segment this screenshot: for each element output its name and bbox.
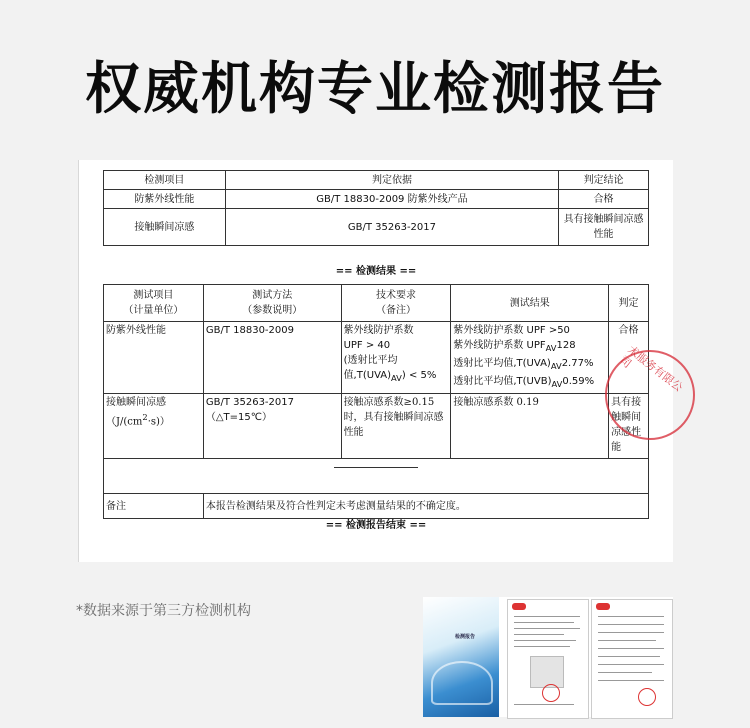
results-banner: == 检测结果 == [335,266,417,277]
agency-logo-icon [512,603,526,610]
report-sheet [78,160,686,562]
results-result: 接触凉感系数 0.19 [451,394,609,459]
seal-icon [542,684,560,702]
results-header-row [104,285,649,322]
results-verdict: 具有接触瞬间凉感性能 [609,394,649,459]
results-header-verdict: 判定 [609,285,649,322]
separator-line [334,467,418,468]
summary-table [103,170,649,246]
results-requirement: 接触凉感系数≥0.15 时，具有接触瞬间凉感 性能 [341,394,451,459]
summary-row-uv [104,190,649,209]
report-page-thumbnail-1 [507,599,589,719]
summary-header-row [104,171,649,190]
summary-header-conclusion: 判定结论 [559,171,649,190]
summary-cell: GB/T 18830-2009 防紫外线产品 [225,190,558,209]
results-table [103,284,649,519]
results-blank-cell [104,459,649,494]
results-method: GB/T 18830-2009 [203,322,341,394]
summary-cell: GB/T 35263-2017 [225,209,558,246]
results-remarks-row [104,494,649,519]
results-item: 防紫外线性能 [104,322,204,394]
results-method: GB/T 35263-2017 （△T=15℃） [203,394,341,459]
results-header-result: 测试结果 [451,285,609,322]
results-row-cool [104,394,649,459]
summary-header-item: 检测项目 [104,171,226,190]
remarks-label: 备注 [104,494,204,519]
results-item: 接触瞬间凉感 $(J/(cm^2\cdot s))$ [104,394,204,459]
summary-cell: 具有接触瞬间凉感性能 [559,209,649,246]
results-blank-row [104,459,649,494]
sample-image-icon [530,656,564,688]
remarks-text: 本报告检测结果及符合性判定未考虑测量结果的不确定度。 [203,494,648,519]
report-page-thumbnail-2 [591,599,673,719]
results-result: 紫外线防护系数 UPF >50 紫外线防护系数 $UPF_{AV}128$ 透射比平均值$,T(UVA)_{AV}2.77\%$ 透射比平均值$,T(UVB)_{AV}0.59\%$ [451,322,609,394]
cover-logo-icon [431,661,493,705]
summary-cell: 合格 [559,190,649,209]
summary-cell: 防紫外线性能 [104,190,226,209]
source-note: *数据来源于第三方检测机构 [76,603,251,619]
summary-cell: 接触瞬间凉感 [104,209,226,246]
results-header-method: 测试方法 （参数说明） [203,285,341,322]
summary-row-cool [104,209,649,246]
results-header-item: 测试项目 （计量单位） [104,285,204,322]
cover-title: 检测报告 [455,634,476,640]
results-header-requirement: 技术要求 （备注） [341,285,451,322]
stamp-text: 术服务有限公司 [617,343,686,395]
end-banner: == 检测报告结束 == [325,520,427,531]
results-requirement: 紫外线防护系数 UPF > 40 (透射比平均 值$,T(UVA)_{AV}) < 5\%$ [341,322,451,394]
page-headline: 权威机构专业检测报告 [85,57,665,122]
seal-icon [638,688,656,706]
summary-header-basis: 判定依据 [225,171,558,190]
report-cover-thumbnail [423,597,499,717]
results-row-uv [104,322,649,394]
results-verdict: 合格 [609,322,649,394]
report-thumbnails [423,597,673,717]
agency-logo-icon [596,603,610,610]
